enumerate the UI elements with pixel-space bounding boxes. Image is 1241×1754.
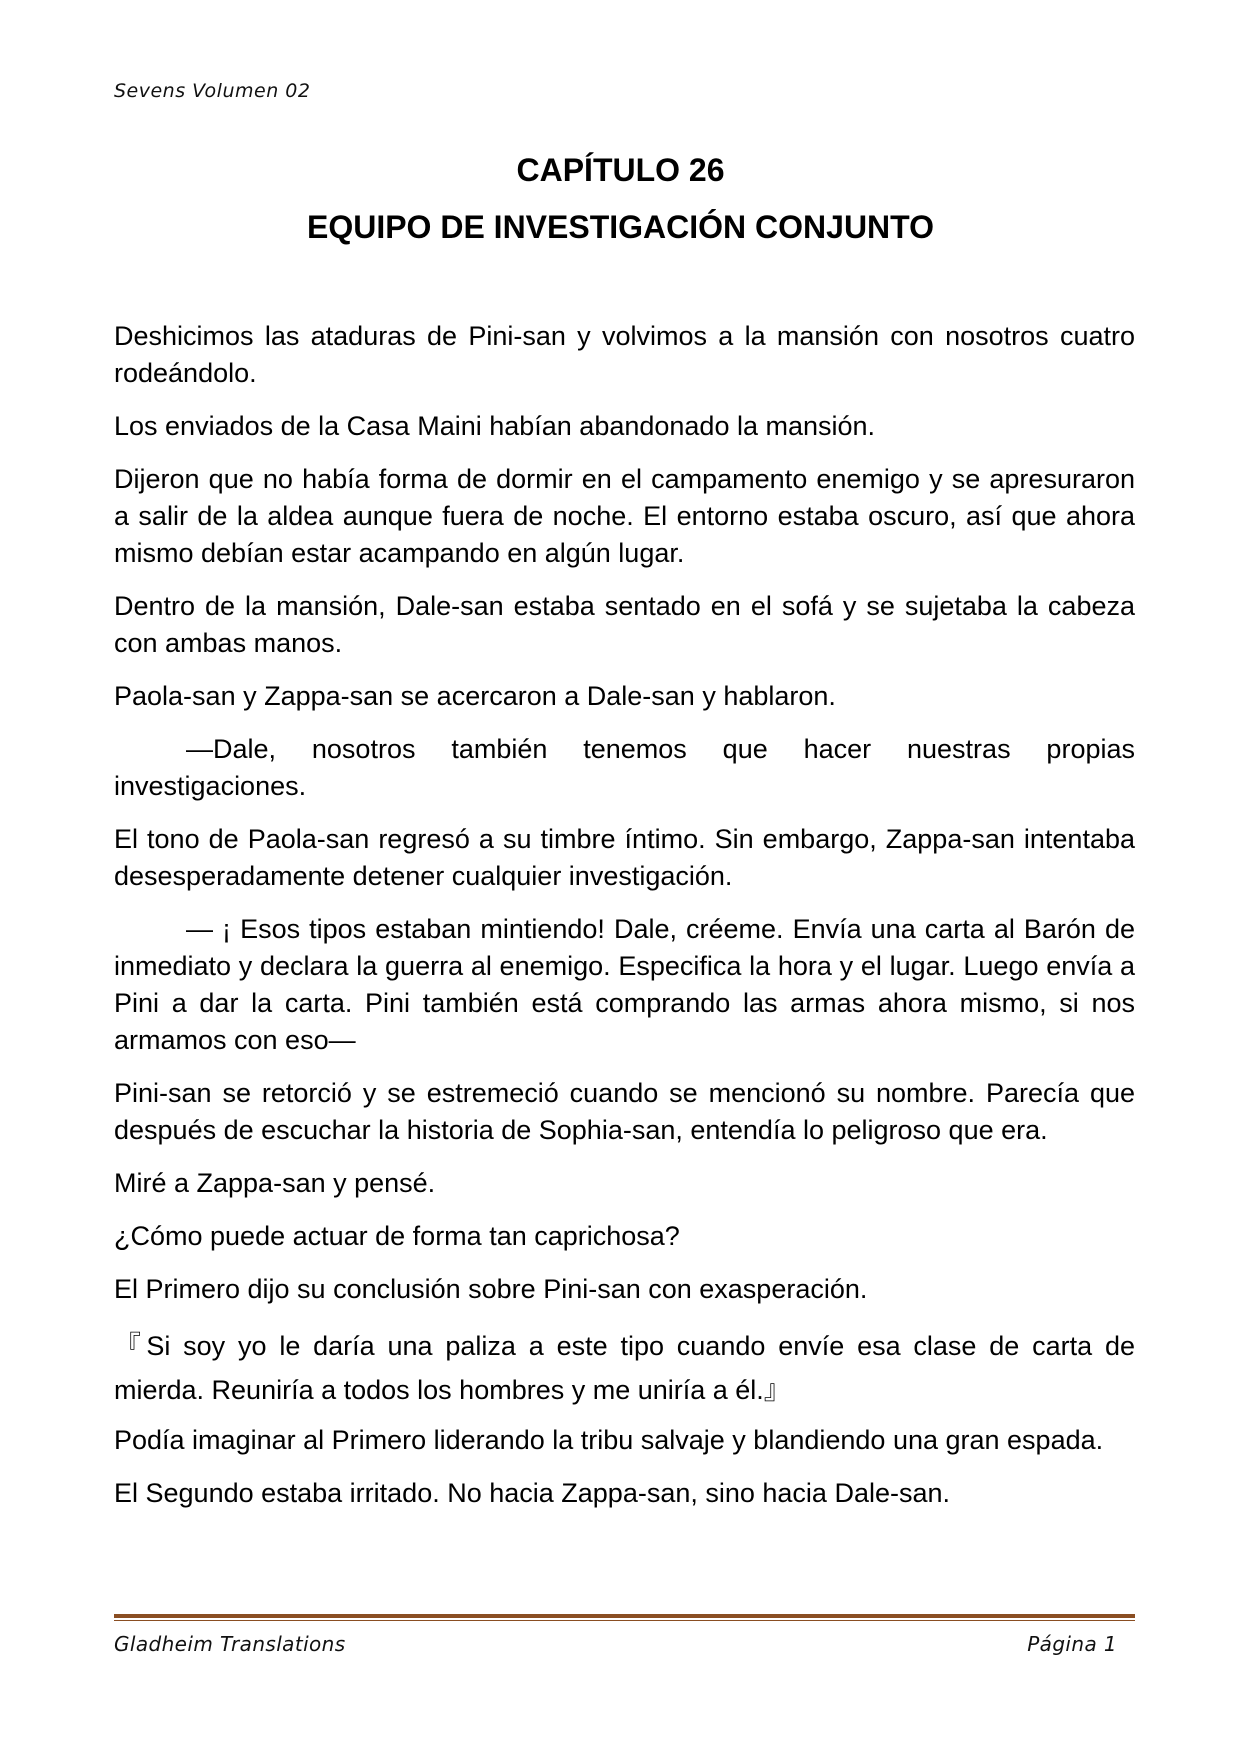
dialogue-paragraph: — ¡ Esos tipos estaban mintiendo! Dale, créeme. Envía una carta al Barón de inmediato y declara la guerra al enemigo. Especifica la hora y el lugar. Luego envía a Pini a dar la carta. Pini también está comprando las armas ahora mismo, si nos armamos con eso— (114, 914, 1135, 1055)
paragraph: El Segundo estaba irritado. No hacia Zappa-san, sino hacia Dale-san. (114, 1478, 950, 1508)
paragraph: El Primero dijo su conclusión sobre Pini-san con exasperación. (114, 1274, 868, 1304)
running-header: Sevens Volumen 02 (114, 80, 311, 102)
paragraph: ¿Cómo puede actuar de forma tan caprichosa? (114, 1221, 680, 1251)
paragraph: Dentro de la mansión, Dale-san estaba sentado en el sofá y se sujetaba la cabeza con ambas manos. (114, 591, 1135, 658)
dialogue-paragraph: —Dale, nosotros también tenemos que hacer nuestras propias investigaciones. (114, 734, 1135, 801)
paragraph: Paola-san y Zappa-san se acercaron a Dale-san y hablaron. (114, 681, 836, 711)
quote-paragraph: 『Si soy yo le daría una paliza a este tipo cuando envíe esa clase de carta de mierda. Reuniría a todos los hombres y me uniría a él.』 (114, 1331, 1135, 1405)
paragraph: Pini-san se retorció y se estremeció cuando se mencionó su nombre. Parecía que después de escuchar la historia de Sophia-san, entendía lo peligroso que era. (114, 1078, 1135, 1145)
paragraph: El tono de Paola-san regresó a su timbre íntimo. Sin embargo, Zappa-san intentaba desesperadamente detener cualquier investigación. (114, 824, 1135, 891)
chapter-title: CAPÍTULO 26 (516, 152, 725, 188)
paragraph: Dijeron que no había forma de dormir en el campamento enemigo y se apresuraron a salir de la aldea aunque fuera de noche. El entorno estaba oscuro, así que ahora mismo debían estar acampando en algún lugar. (114, 464, 1135, 568)
paragraph: Deshicimos las ataduras de Pini-san y volvimos a la mansión con nosotros cuatro rodeándolo. (114, 321, 1135, 388)
paragraph: Podía imaginar al Primero liderando la tribu salvaje y blandiendo una gran espada. (114, 1425, 1104, 1455)
chapter-heading (0, 150, 1241, 247)
body-text (114, 318, 1135, 1528)
paragraph: Los enviados de la Casa Maini habían abandonado la mansión. (114, 411, 876, 441)
footer-divider (114, 1614, 1135, 1621)
footer-credit: Gladheim Translations (114, 1632, 346, 1656)
page-number: Página 1 (1027, 1632, 1117, 1656)
chapter-subtitle: EQUIPO DE INVESTIGACIÓN CONJUNTO (306, 209, 935, 245)
paragraph: Miré a Zappa-san y pensé. (114, 1168, 436, 1198)
